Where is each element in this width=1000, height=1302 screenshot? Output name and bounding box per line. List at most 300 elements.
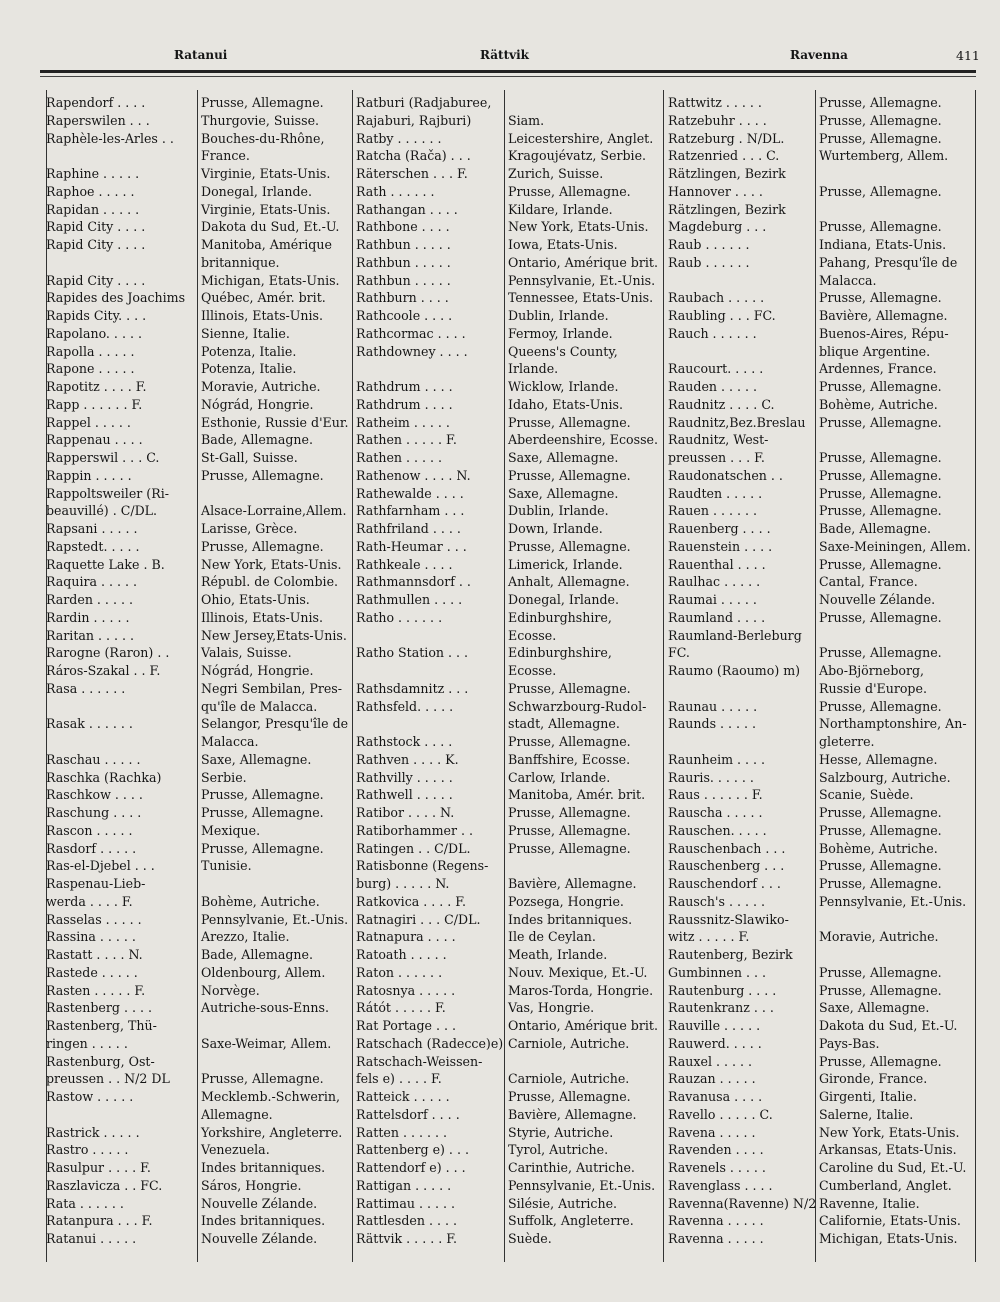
entry-row: [668, 343, 980, 361]
gazetteer-column-3: [668, 94, 980, 1248]
place-name: Rappin . . . . .: [46, 467, 132, 483]
entry-row: [668, 1141, 980, 1159]
place-location: Esthonie, Russie d'Eur.: [201, 414, 349, 430]
place-location: Prusse, Allemagne.: [819, 876, 942, 891]
place-location: Potenza, Italie.: [201, 343, 297, 359]
place-location: Dublin, Irlande.: [508, 503, 609, 519]
entry-row: [668, 662, 980, 680]
place-name: Rathbun . . . . .: [356, 254, 451, 270]
entry-row: [356, 378, 666, 396]
entry-row: [668, 804, 980, 822]
place-name: Rathfarnham . . .: [356, 503, 465, 519]
header-right-catchword: Ravenna: [790, 48, 848, 62]
place-name: Rattigan . . . . .: [356, 1177, 452, 1193]
place-name: Rättvik . . . . . F.: [356, 1231, 457, 1246]
place-name: Ratnapura . . . .: [356, 929, 456, 945]
entry-row: [668, 201, 980, 219]
entry-row: [356, 289, 666, 307]
place-name: Rardin . . . . .: [46, 609, 130, 625]
place-name: Raritan . . . . .: [46, 627, 135, 643]
place-name: witz . . . . . F.: [668, 929, 750, 945]
entry-row: [356, 556, 666, 574]
place-name: preussen . . N/2 DL: [46, 1071, 170, 1087]
place-name: Ratanpura . . . F.: [46, 1213, 153, 1229]
place-location: Prusse, Allemagne.: [201, 95, 324, 110]
place-location: Prusse, Allemagne.: [819, 467, 942, 483]
place-name: Rapone . . . . .: [46, 361, 135, 377]
place-name: Rathdrum . . . .: [356, 396, 453, 412]
entry-row: [668, 236, 980, 254]
place-location: Ravenne, Italie.: [819, 1195, 920, 1211]
entry-row: [46, 609, 356, 627]
place-location: Saxe, Allemagne.: [201, 751, 312, 767]
place-location: Aberdeenshire, Ecosse.: [508, 432, 658, 448]
page-header: [40, 44, 980, 68]
entry-row: [668, 218, 980, 236]
place-name: Rathmannsdorf . .: [356, 574, 471, 590]
place-location: Salerne, Italie.: [819, 1106, 914, 1122]
place-name: Raumland-Berleburg: [668, 627, 802, 643]
entry-row: [668, 911, 980, 929]
place-name: fels e) . . . . F.: [356, 1071, 442, 1087]
entry-row: [668, 893, 980, 911]
place-location: Banffshire, Ecosse.: [508, 751, 631, 767]
place-name: Ratzeburg . N/DL.: [668, 130, 785, 146]
place-name: Rattimau . . . . .: [356, 1195, 456, 1211]
entry-row: [46, 786, 356, 804]
place-name: Rätzlingen, Bezirk: [668, 201, 786, 217]
place-name: Raus . . . . . . F.: [668, 787, 763, 803]
entry-row: [668, 946, 980, 964]
place-location: Prusse, Allemagne.: [819, 503, 942, 519]
entry-row: [668, 414, 980, 432]
entry-row: [46, 1212, 356, 1230]
entry-row: [356, 662, 666, 680]
entry-row: [356, 147, 666, 165]
place-name: Rasselas . . . . .: [46, 911, 142, 927]
place-location: Ontario, Amérique brit.: [508, 1018, 658, 1033]
place-location: Limerick, Irlande.: [508, 556, 623, 572]
entry-row: [46, 1195, 356, 1213]
place-location: Pennsylvanie, Et.-Unis.: [201, 911, 349, 927]
place-name: Ras-el-Djebel . . .: [46, 858, 155, 874]
place-name: Raub . . . . . .: [668, 254, 750, 270]
entry-row: [668, 1212, 980, 1230]
place-location: Tyrol, Autriche.: [508, 1142, 609, 1158]
place-name: Rathen . . . . .: [356, 450, 443, 465]
entry-row: [46, 520, 356, 538]
place-name: Raubach . . . . .: [668, 290, 765, 306]
entry-row: [356, 591, 666, 609]
place-name: Raussnitz-Slawiko-: [668, 911, 789, 927]
place-name: Rappoltsweiler (Ri-: [46, 485, 169, 501]
place-location: Vas, Hongrie.: [508, 1000, 595, 1016]
place-name: Raschung . . . .: [46, 805, 142, 820]
place-location: New York, Etats-Unis.: [819, 1124, 960, 1140]
place-location: Prusse, Allemagne.: [508, 680, 631, 696]
place-location: Prusse, Allemagne.: [819, 485, 942, 501]
place-location: Bade, Allemagne.: [201, 432, 313, 448]
entry-row: [668, 449, 980, 467]
place-name: Rappel . . . . .: [46, 414, 131, 430]
entry-row: [356, 698, 666, 716]
place-name: Rausch's . . . . .: [668, 893, 765, 909]
place-name: Rapidan . . . . .: [46, 201, 140, 217]
entry-row: [356, 1195, 666, 1213]
place-location: Donegal, Irlande.: [201, 183, 313, 199]
place-name: Ravenels . . . . .: [668, 1160, 766, 1175]
place-location: Pahang, Presqu'île de: [819, 254, 958, 270]
place-name: Ratiborhammer . .: [356, 822, 474, 838]
place-name: Raub . . . . . .: [668, 237, 750, 252]
place-name: Rapendorf . . . .: [46, 95, 146, 110]
entry-row: [668, 289, 980, 307]
entry-row: [356, 538, 666, 556]
place-location: Bohème, Autriche.: [201, 893, 320, 909]
entry-row: [46, 680, 356, 698]
gazetteer-column-2: [356, 94, 666, 1248]
place-name: Ravenna . . . . .: [668, 1213, 764, 1229]
place-name: Ratschach (Radecce)e): [356, 1035, 504, 1051]
place-location: Saxe, Allemagne.: [508, 485, 619, 501]
entry-row: [356, 644, 666, 662]
place-name: Rathangan . . . .: [356, 201, 458, 217]
entry-row: [46, 999, 356, 1017]
place-name: Rapid City . . . .: [46, 237, 146, 252]
place-location: Norvège.: [201, 982, 260, 998]
entry-row: [668, 147, 980, 165]
place-location: Prusse, Allemagne.: [819, 556, 942, 572]
place-name: Ravenna . . . . .: [668, 1231, 764, 1246]
entry-row: [356, 236, 666, 254]
entry-row: [46, 1124, 356, 1142]
place-location: Valais, Suisse.: [201, 645, 292, 661]
place-location: Virginie, Etats-Unis.: [201, 166, 331, 181]
place-location: Russie d'Europe.: [819, 680, 927, 696]
place-name: Rath . . . . . .: [356, 183, 435, 199]
entry-row: [46, 857, 356, 875]
entry-row: [356, 999, 666, 1017]
entry-row: [46, 112, 356, 130]
place-location: Negri Sembilan, Pres-: [201, 680, 343, 696]
entry-row: [46, 698, 356, 716]
entry-row: [668, 94, 980, 112]
place-location: Californie, Etats-Unis.: [819, 1213, 961, 1229]
place-name: Rathstock . . . .: [356, 734, 453, 749]
place-location: Saxe, Allemagne.: [508, 450, 619, 465]
place-location: britannique.: [201, 254, 280, 270]
entry-row: [46, 733, 356, 751]
entry-row: [668, 1230, 980, 1248]
place-name: ringen . . . . .: [46, 1035, 128, 1051]
place-name: beauvillé) . C/DL.: [46, 503, 158, 519]
place-location: Dakota du Sud, Et.-U.: [201, 219, 340, 235]
entry-row: [668, 733, 980, 751]
place-location: Nógrád, Hongrie.: [201, 663, 314, 678]
place-name: Ratisbonne (Regens-: [356, 858, 489, 874]
entry-row: [668, 502, 980, 520]
entry-row: [46, 769, 356, 787]
place-name: Rautenkranz . . .: [668, 1000, 774, 1016]
place-name: Rath-Heumar . . .: [356, 538, 467, 554]
entry-row: [46, 94, 356, 112]
entry-row: [356, 1017, 666, 1035]
entry-row: [668, 609, 980, 627]
place-location: Prusse, Allemagne.: [508, 805, 631, 820]
place-location: Gironde, France.: [819, 1071, 928, 1087]
place-location: Kildare, Irlande.: [508, 201, 613, 217]
place-location: Mecklemb.-Schwerin,: [201, 1089, 340, 1104]
place-location: Prusse, Allemagne.: [819, 805, 942, 820]
place-location: Girgenti, Italie.: [819, 1089, 917, 1104]
place-name: Rauwerd. . . . .: [668, 1035, 762, 1051]
place-location: Arkansas, Etats-Unis.: [819, 1142, 957, 1158]
entry-row: [46, 183, 356, 201]
place-location: Hesse, Allemagne.: [819, 751, 938, 767]
entry-row: [356, 964, 666, 982]
entry-row: [46, 573, 356, 591]
place-name: Ratzebuhr . . . .: [668, 112, 767, 128]
place-location: Républ. de Colombie.: [201, 574, 339, 590]
entry-row: [668, 467, 980, 485]
entry-row: [46, 360, 356, 378]
place-location: Mexique.: [201, 822, 261, 838]
place-location: Prusse, Allemagne.: [819, 609, 942, 625]
entry-row: [46, 715, 356, 733]
place-name: Raquette Lake . B.: [46, 556, 165, 572]
entry-row: [356, 449, 666, 467]
place-location: Bohème, Autriche.: [819, 840, 938, 856]
entry-row: [668, 928, 980, 946]
entry-row: [356, 573, 666, 591]
place-location: Prusse, Allemagne.: [819, 645, 942, 661]
place-name: FC.: [668, 645, 690, 661]
place-location: Indes britanniques.: [508, 911, 633, 927]
place-location: New York, Etats-Unis.: [201, 556, 342, 572]
place-location: Yorkshire, Angleterre.: [201, 1124, 343, 1140]
place-name: Ravenglass . . . .: [668, 1177, 773, 1193]
place-name: Rapid City . . . .: [46, 219, 146, 235]
place-name: Rautenberg, Bezirk: [668, 947, 793, 962]
entry-row: [668, 431, 980, 449]
place-name: Rauenthal . . . .: [668, 556, 766, 572]
place-name: Rassina . . . . .: [46, 929, 136, 945]
place-location: Nógrád, Hongrie.: [201, 396, 314, 412]
place-location: Alsace-Lorraine,Allem.: [201, 503, 347, 519]
place-name: Rasten . . . . . F.: [46, 982, 146, 998]
place-location: Illinois, Etats-Unis.: [201, 308, 324, 323]
place-name: Rathfriland . . . .: [356, 521, 461, 536]
place-location: Prusse, Allemagne.: [508, 183, 631, 199]
entry-row: [356, 804, 666, 822]
place-name: Rasdorf . . . . .: [46, 840, 137, 856]
place-name: Rathkeale . . . .: [356, 556, 453, 572]
place-name: Hannover . . . .: [668, 183, 763, 199]
entry-row: [356, 1070, 666, 1088]
place-name: Raudten . . . . .: [668, 485, 763, 501]
entry-row: [356, 786, 666, 804]
place-location: Styrie, Autriche.: [508, 1124, 614, 1140]
place-location: Allemagne.: [201, 1106, 273, 1122]
place-name: Rathven . . . . K.: [356, 751, 459, 767]
place-location: Pays-Bas.: [819, 1035, 880, 1051]
place-location: Bavière, Allemagne.: [508, 1106, 637, 1122]
place-location: Irlande.: [508, 361, 559, 377]
place-location: Prusse, Allemagne.: [819, 1053, 942, 1069]
place-location: Manitoba, Amér. brit.: [508, 787, 646, 803]
entry-row: [356, 1230, 666, 1248]
place-name: Raudnitz . . . . C.: [668, 396, 775, 412]
entry-row: [356, 467, 666, 485]
entry-row: [668, 1124, 980, 1142]
header-left-catchword: Ratanui: [174, 48, 228, 62]
place-location: Buenos-Aires, Répu-: [819, 325, 949, 341]
entry-row: [356, 1035, 666, 1053]
place-name: werda . . . . F.: [46, 893, 133, 909]
place-name: Rata . . . . . .: [46, 1195, 124, 1211]
entry-row: [356, 893, 666, 911]
place-location: Siam.: [508, 112, 545, 128]
place-location: Cantal, France.: [819, 574, 918, 590]
place-name: Raperswilen . . .: [46, 112, 150, 128]
place-name: Raphèle-les-Arles . .: [46, 130, 174, 146]
place-name: Raschka (Rachka): [46, 769, 162, 785]
entry-row: [356, 1106, 666, 1124]
entry-row: [46, 591, 356, 609]
place-location: Prusse, Allemagne.: [508, 414, 631, 430]
entry-row: [356, 875, 666, 893]
place-name: Rauris. . . . . .: [668, 769, 754, 785]
place-name: Rathbone . . . .: [356, 219, 450, 235]
entry-row: [668, 1088, 980, 1106]
place-location: Carinthie, Autriche.: [508, 1160, 635, 1175]
place-location: Prusse, Allemagne.: [201, 538, 324, 554]
place-location: Prusse, Allemagne.: [508, 822, 631, 838]
place-location: Prusse, Allemagne.: [819, 964, 942, 980]
place-name: Raumai . . . . .: [668, 592, 757, 607]
place-location: Idaho, Etats-Unis.: [508, 396, 624, 412]
place-name: Ravanusa . . . .: [668, 1089, 763, 1104]
entry-row: [356, 165, 666, 183]
place-location: Iowa, Etats-Unis.: [508, 237, 618, 252]
place-location: Wicklow, Irlande.: [508, 379, 619, 394]
place-location: Prusse, Allemagne.: [201, 787, 324, 803]
entry-row: [356, 928, 666, 946]
entry-row: [46, 893, 356, 911]
entry-row: [46, 928, 356, 946]
place-location: Prusse, Allemagne.: [819, 858, 942, 874]
place-location: Moravie, Autriche.: [819, 929, 939, 945]
entry-row: [356, 982, 666, 1000]
place-name: Ravello . . . . . C.: [668, 1106, 773, 1122]
place-name: Rattlesden . . . .: [356, 1213, 457, 1229]
place-location: Pennsylvanie, Et.-Unis.: [508, 1177, 656, 1193]
place-name: Rastatt . . . . N.: [46, 947, 143, 962]
place-name: Raphine . . . . .: [46, 166, 140, 181]
place-location: Indes britanniques.: [201, 1213, 326, 1229]
entry-row: [668, 556, 980, 574]
place-name: Rastow . . . . .: [46, 1089, 134, 1104]
place-location: Ontario, Amérique brit.: [508, 254, 658, 270]
place-location: Sáros, Hongrie.: [201, 1177, 302, 1193]
entry-row: [668, 964, 980, 982]
place-name: Raspenau-Lieb-: [46, 876, 146, 891]
place-name: preussen . . . F.: [668, 450, 765, 465]
place-location: Bavière, Allemagne.: [508, 876, 637, 891]
entry-row: [668, 183, 980, 201]
place-location: Ardennes, France.: [819, 361, 937, 377]
place-location: Indiana, Etats-Unis.: [819, 237, 947, 252]
place-name: Ratingen . . C/DL.: [356, 840, 471, 856]
entry-row: [46, 840, 356, 858]
entry-row: [46, 325, 356, 343]
place-location: Prusse, Allemagne.: [819, 822, 942, 838]
place-name: Ratzenried . . . C.: [668, 148, 780, 164]
place-location: Prusse, Allemagne.: [819, 130, 942, 146]
entry-row: [668, 112, 980, 130]
place-name: Räterschen . . . F.: [356, 166, 468, 181]
place-location: Prusse, Allemagne.: [508, 467, 631, 483]
entry-row: [46, 449, 356, 467]
entry-row: [668, 857, 980, 875]
entry-row: [668, 307, 980, 325]
entry-row: [668, 396, 980, 414]
place-name: Rascon . . . . .: [46, 822, 133, 838]
entry-row: [356, 609, 666, 627]
place-name: Rastrick . . . . .: [46, 1124, 140, 1140]
place-name: Rat Portage . . .: [356, 1018, 457, 1033]
place-name: Rathburn . . . .: [356, 290, 449, 306]
place-name: Rapides des Joachims: [46, 290, 186, 306]
entry-row: [668, 272, 980, 290]
entry-row: [356, 1212, 666, 1230]
place-location: Oldenbourg, Allem.: [201, 964, 326, 980]
entry-row: [356, 254, 666, 272]
entry-row: [356, 112, 666, 130]
entry-row: [46, 1017, 356, 1035]
place-location: Arezzo, Italie.: [201, 929, 290, 945]
entry-row: [356, 840, 666, 858]
entry-row: [668, 573, 980, 591]
place-location: Bade, Allemagne.: [819, 521, 931, 536]
entry-row: [46, 644, 356, 662]
place-location: Scanie, Suède.: [819, 787, 914, 803]
place-name: Rathdowney . . . .: [356, 343, 468, 359]
place-name: Raubling . . . FC.: [668, 308, 776, 323]
place-name: Ratburi (Radjaburee,: [356, 95, 492, 110]
place-name: Rapid City . . . .: [46, 272, 146, 288]
place-name: Rapotitz . . . . F.: [46, 379, 147, 394]
entry-row: [46, 378, 356, 396]
place-location: Prusse, Allemagne.: [819, 414, 942, 430]
place-name: Raucourt. . . . .: [668, 361, 764, 377]
entry-row: [356, 396, 666, 414]
entry-row: [356, 715, 666, 733]
entry-row: [356, 325, 666, 343]
entry-row: [356, 751, 666, 769]
entry-row: [46, 467, 356, 485]
place-location: Bavière, Allemagne.: [819, 308, 948, 323]
place-location: Ecosse.: [508, 627, 557, 643]
entry-row: [668, 1177, 980, 1195]
place-name: Rathcoole . . . .: [356, 308, 453, 323]
place-location: Saxe-Meiningen, Allem.: [819, 538, 971, 554]
place-name: Raton . . . . . .: [356, 964, 443, 980]
place-name: Rauenstein . . . .: [668, 538, 773, 554]
page-number: 411: [956, 48, 980, 63]
place-name: Raunau . . . . .: [668, 698, 758, 714]
place-name: Rapp . . . . . . F.: [46, 396, 143, 412]
